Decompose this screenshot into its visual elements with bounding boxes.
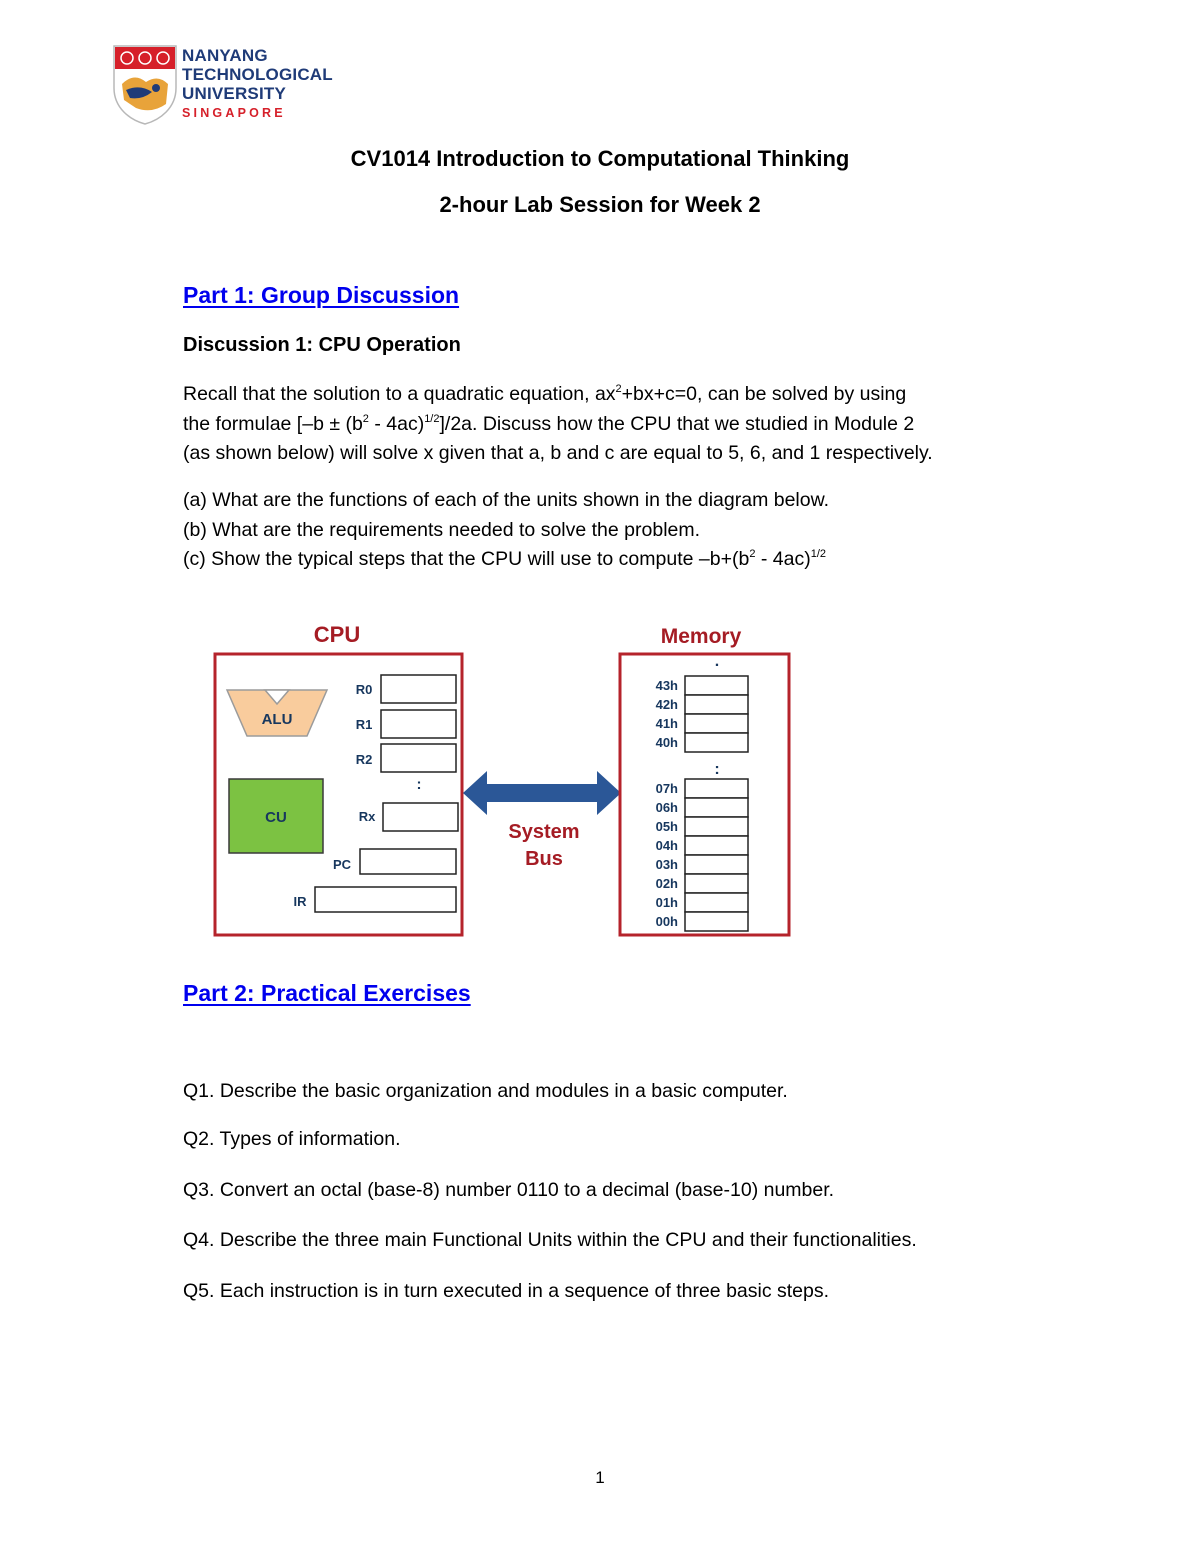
- cu-label: CU: [265, 809, 287, 826]
- system-bus-label-2: Bus: [525, 848, 563, 870]
- university-logo: [112, 44, 332, 126]
- register-label-r1: R1: [355, 717, 373, 732]
- memory-cell: [685, 817, 748, 836]
- page-number: 1: [595, 1468, 605, 1487]
- memory-cell: [685, 695, 748, 714]
- question-b: (b) What are the requirements needed to solve the problem.: [183, 518, 701, 541]
- question-q4: Q4. Describe the three main Functional Units within the CPU and their functionalities.: [183, 1229, 917, 1251]
- crest-icon: [112, 44, 178, 126]
- para-line-1: Recall that the solution to a quadratic equation, $ax^2+bx+c=0$, can be solved by using: [183, 383, 907, 405]
- system-bus-arrow-icon: [463, 771, 621, 815]
- discussion-title: Discussion 1: CPU Operation: [183, 334, 461, 356]
- logo-line-1: NANYANG: [182, 46, 268, 65]
- memory-cell: [685, 676, 748, 695]
- session-title: 2-hour Lab Session for Week 2: [439, 192, 761, 217]
- pc-register: [360, 849, 456, 874]
- memory-address-label: 41h: [655, 716, 678, 731]
- memory-address-label: 43h: [655, 678, 678, 693]
- register-r0: [381, 675, 456, 703]
- memory-label: Memory: [660, 625, 742, 648]
- memory-cell: [685, 912, 748, 931]
- memory-cell: [685, 714, 748, 733]
- logo-line-4: SINGAPORE: [182, 106, 286, 120]
- memory-dots: :: [714, 761, 720, 778]
- question-q2: Q2. Types of information.: [183, 1128, 401, 1150]
- register-r1: [381, 710, 456, 738]
- question-q5: Q5. Each instruction is in turn executed in a sequence of three basic steps.: [183, 1280, 830, 1302]
- memory-address-label: 02h: [655, 876, 678, 891]
- part2-heading: Part 2: Practical Exercises: [183, 980, 471, 1006]
- memory-cell: [685, 779, 748, 798]
- register-r2: [381, 744, 456, 772]
- memory-address-label: 07h: [655, 781, 678, 796]
- register-label-r0: R0: [355, 682, 373, 697]
- memory-cell: [685, 855, 748, 874]
- question-a: (a) What are the functions of each of the units shown in the diagram below.: [183, 489, 830, 511]
- memory-cell: [685, 798, 748, 817]
- question-q3: Q3. Convert an octal (base-8) number 0110 to a decimal (base-10) number.: [183, 1179, 835, 1201]
- logo-line-3: UNIVERSITY: [182, 84, 287, 103]
- memory-cell: [685, 874, 748, 893]
- discussion-questions: [183, 486, 1033, 575]
- cpu-label: CPU: [313, 622, 361, 647]
- part1-heading: Part 1: Group Discussion: [183, 282, 460, 308]
- register-label-rx: Rx: [358, 809, 376, 824]
- memory-address-label: 42h: [655, 697, 678, 712]
- memory-cell: [685, 733, 748, 752]
- question-q1: Q1. Describe the basic organization and modules in a basic computer.: [183, 1080, 788, 1102]
- memory-cell: [685, 893, 748, 912]
- logo-line-2: TECHNOLOGICAL: [182, 65, 333, 84]
- para-line-3: (as shown below) will solve x given that a, b and c are equal to 5, 6, and 1 respectively.: [183, 442, 933, 464]
- pc-label: PC: [332, 857, 352, 872]
- memory-address-label: 04h: [655, 838, 678, 853]
- memory-address-label: 06h: [655, 800, 678, 815]
- question-c: (c) Show the typical steps that the CPU will use to compute $-b+(b^2 - 4ac)^{1/2}$: [183, 548, 826, 570]
- memory-address-label: 05h: [655, 819, 678, 834]
- register-rx: [383, 803, 458, 831]
- ir-register: [315, 887, 456, 912]
- ir-label: IR: [293, 894, 307, 909]
- register-label-r2: R2: [355, 752, 373, 767]
- memory-cell: [685, 836, 748, 855]
- cpu-memory-diagram: [205, 618, 805, 948]
- memory-address-label: 01h: [655, 895, 678, 910]
- memory-address-label: 03h: [655, 857, 678, 872]
- memory-top-dot: .: [714, 653, 720, 670]
- course-title: CV1014 Introduction to Computational Thinking: [350, 146, 850, 171]
- memory-address-label: 00h: [655, 914, 678, 929]
- alu-label: ALU: [261, 711, 293, 728]
- system-bus-label-1: System: [508, 821, 580, 843]
- memory-address-label: 40h: [655, 735, 678, 750]
- logo-wordmark: [182, 46, 333, 123]
- register-dots: :: [416, 776, 422, 793]
- discussion-paragraph: [183, 380, 1033, 469]
- para-line-2: the formulae $[-b \pm (b^2 - 4ac)^{1/2}]/2a$. Discuss how the CPU that we studied in Module 2: [183, 412, 915, 435]
